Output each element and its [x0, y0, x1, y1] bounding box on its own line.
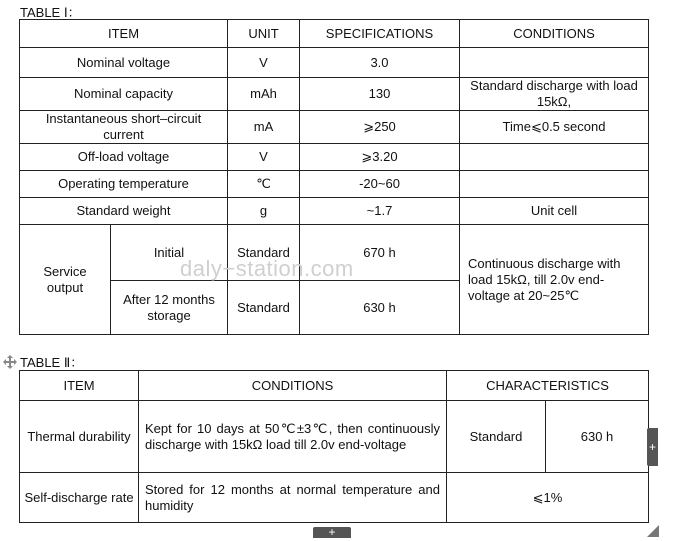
characteristic-value: 630 h — [546, 401, 649, 473]
condition-cell: Kept for 10 days at 50℃±3℃, then continuously discharge with 15kΩ load till 2.0v end-voltage — [139, 401, 447, 473]
unit-cell: ℃ — [228, 171, 300, 198]
item-cell: Instantaneous short–circuit current — [20, 111, 228, 144]
table-row — [20, 225, 649, 281]
condition-cell — [460, 171, 649, 198]
header-item: ITEM — [20, 20, 228, 48]
table-row — [20, 198, 649, 225]
unit-cell: mAh — [228, 78, 300, 111]
header-conditions: CONDITIONS — [139, 371, 447, 401]
item-cell: Thermal durability — [20, 401, 139, 473]
unit-cell: Standard — [228, 225, 300, 281]
condition-cell: Time⩽0.5 second — [460, 111, 649, 144]
item-cell: Operating temperature — [20, 171, 228, 198]
header-item: ITEM — [20, 371, 139, 401]
characteristics-table — [19, 370, 649, 523]
move-icon[interactable] — [3, 355, 17, 369]
table-row — [20, 401, 649, 473]
resize-handle-icon[interactable] — [647, 525, 659, 537]
spec-cell: 630 h — [300, 281, 460, 335]
item-cell: Standard weight — [20, 198, 228, 225]
table2-caption: TABLE Ⅱ： — [20, 355, 84, 370]
header-conditions: CONDITIONS — [460, 20, 649, 48]
characteristic-value: ⩽1% — [447, 473, 649, 523]
unit-cell: mA — [228, 111, 300, 144]
table-row — [20, 78, 649, 111]
unit-cell: V — [228, 144, 300, 171]
spec-cell: ⩾3.20 — [300, 144, 460, 171]
initial-label: Initial — [111, 225, 228, 281]
condition-cell — [460, 48, 649, 78]
unit-cell: g — [228, 198, 300, 225]
item-cell: Nominal voltage — [20, 48, 228, 78]
table-row — [20, 144, 649, 171]
table-row — [20, 171, 649, 198]
header-characteristics: CHARACTERISTICS — [447, 371, 649, 401]
service-output-label: Service output — [20, 225, 111, 335]
condition-cell: Unit cell — [460, 198, 649, 225]
add-row-button[interactable]: + — [313, 527, 351, 538]
spec-cell: ~1.7 — [300, 198, 460, 225]
specifications-table — [19, 19, 649, 335]
condition-cell: Stored for 12 months at normal temperature and humidity — [139, 473, 447, 523]
header-specifications: SPECIFICATIONS — [300, 20, 460, 48]
item-cell: Nominal capacity — [20, 78, 228, 111]
unit-cell: V — [228, 48, 300, 78]
table1-caption: TABLE Ⅰ： — [20, 5, 81, 20]
spec-cell: 130 — [300, 78, 460, 111]
service-condition-cell: Continuous discharge with load 15kΩ, till 2.0v end-voltage at 20~25℃ — [460, 225, 649, 335]
item-cell: Self-discharge rate — [20, 473, 139, 523]
unit-cell: Standard — [228, 281, 300, 335]
spec-cell: 670 h — [300, 225, 460, 281]
characteristic-label: Standard — [447, 401, 546, 473]
spec-cell: 3.0 — [300, 48, 460, 78]
condition-cell — [460, 144, 649, 171]
spec-cell: -20~60 — [300, 171, 460, 198]
watermark: daly−station.com — [180, 256, 354, 281]
spec-cell: ⩾250 — [300, 111, 460, 144]
item-cell: Off-load voltage — [20, 144, 228, 171]
table-row — [20, 48, 649, 78]
add-column-button[interactable]: + — [647, 428, 658, 466]
aged-label: After 12 months storage — [111, 281, 228, 335]
condition-cell: Standard discharge with load 15kΩ, — [460, 78, 649, 111]
table-row — [20, 111, 649, 144]
table-row — [20, 473, 649, 523]
header-unit: UNIT — [228, 20, 300, 48]
